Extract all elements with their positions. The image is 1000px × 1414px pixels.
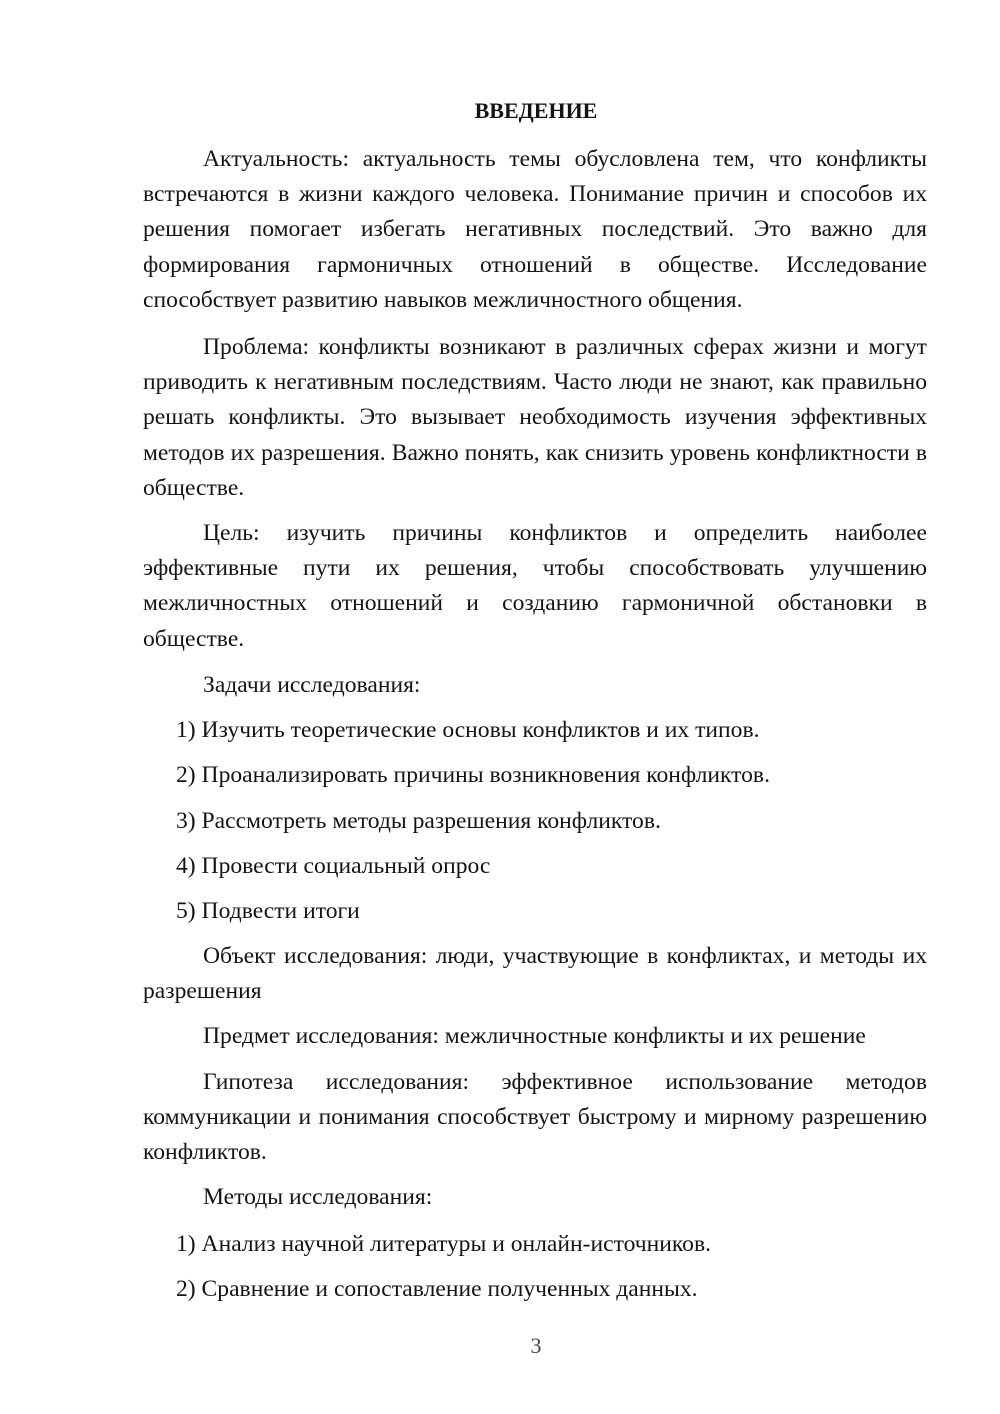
relevance-paragraph: Актуальность: актуальность темы обусловлена тем, что конфликты встречаются в жизни каждого человека. Понимание причин и способов их решения помогает избегать негативных последствий. Это важно для формирования гармоничных отношений в обществе. Исследование способствует развитию навыков межличностного общения.	[143, 146, 927, 313]
goal-paragraph: Цель: изучить причины конфликтов и определить наиболее эффективные пути их решения, чтобы способствовать улучшению межличностных отношений и созданию гармоничной обстановки в обществе.	[143, 520, 927, 652]
object-paragraph: Объект исследования: люди, участвующие в конфликтах, и методы их разрешения	[143, 943, 927, 1005]
method-item-2: 2) Сравнение и сопоставление полученных данных.	[176, 1276, 698, 1302]
page-number: 3	[530, 1333, 542, 1358]
task-item-3: 3) Рассмотреть методы разрешения конфликтов.	[176, 808, 661, 834]
page-title: ВВЕДЕНИЕ	[474, 98, 598, 123]
problem-paragraph: Проблема: конфликты возникают в различных сферах жизни и могут приводить к негативным последствиям. Часто люди не знают, как правильно решать конфликты. Это вызывает необходимость изучения эффективных методов их разрешения. Важно понять, как снизить уровень конфликтности в обществе.	[143, 334, 927, 501]
subject-paragraph: Предмет исследования: межличностные конфликты и их решение	[203, 1023, 866, 1049]
task-item-4: 4) Провести социальный опрос	[176, 853, 491, 879]
methods-heading: Методы исследования:	[203, 1184, 433, 1210]
method-item-1: 1) Анализ научной литературы и онлайн-источников.	[176, 1231, 712, 1257]
task-item-2: 2) Проанализировать причины возникновения конфликтов.	[176, 762, 770, 788]
task-item-5: 5) Подвести итоги	[176, 898, 360, 924]
tasks-heading: Задачи исследования:	[203, 672, 421, 698]
task-item-1: 1) Изучить теоретические основы конфликтов и их типов.	[176, 717, 760, 743]
hypothesis-paragraph: Гипотеза исследования: эффективное использование методов коммуникации и понимания способствует быстрому и мирному разрешению конфликтов.	[143, 1069, 927, 1166]
